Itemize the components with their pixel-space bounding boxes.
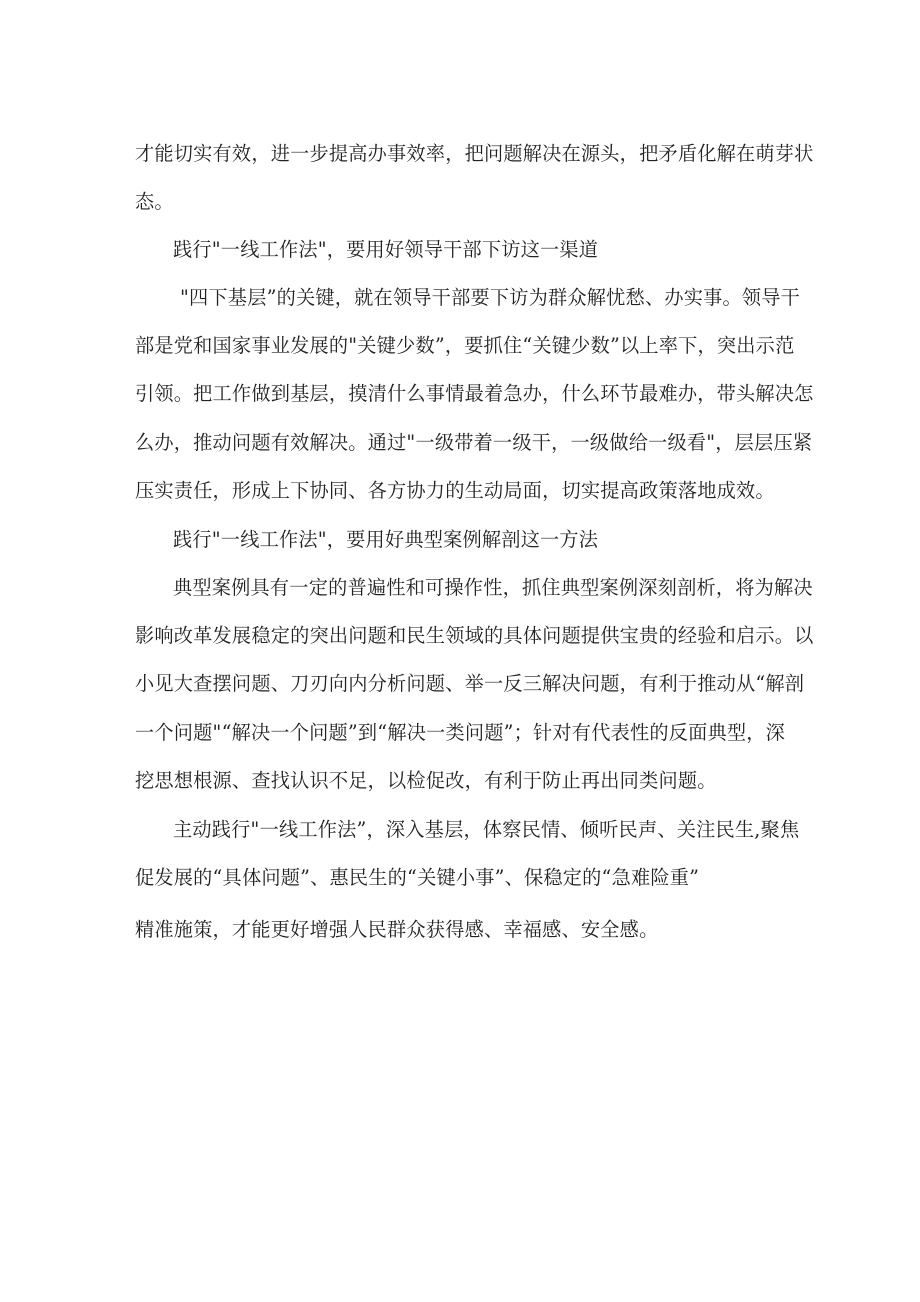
paragraph-line: 精准施策，才能更好增强人民群众获得感、幸福感、安全感。 [135,918,659,941]
paragraph-line: 部是党和国家事业发展的"关键少数”，要抓住“关键少数”以上率下，突出示范 [135,334,795,357]
paragraph-line: 才能切实有效，进一步提高办事效率，把问题解决在源头，把矛盾化解在萌芽状 [135,142,814,165]
paragraph-line: 主动践行"一线工作法”，深入基层，体察民情、倾听民声、关注民生,聚焦 [173,818,800,841]
paragraph-line: 态。 [135,190,174,213]
paragraph-line: 影响改革发展稳定的突出问题和民生领域的具体问题提供宝贵的经验和启示。以 [135,624,814,647]
paragraph-line: 挖思想根源、查找认识不足，以检促改，有利于防止再出同类问题。 [135,769,717,792]
paragraph-line: "四下基层”的关键，就在领导干部要下访为群众解忧愁、办实事。领导干 [180,286,801,309]
paragraph-line: 么办，推动问题有效解决。通过"一级带着一级干，一级做给一级看"，层层压紧 [135,431,813,454]
section-heading: 践行"一线工作法"，要用好领导干部下访这一渠道 [173,238,599,261]
paragraph-line: 引领。把工作做到基层，摸清什么事情最着急办，什么环节最难办，带头解决怎 [135,382,814,405]
paragraph-line: 压实责任，形成上下协同、各方协力的生动局面，切实提高政策落地成效。 [135,479,775,502]
section-heading: 践行"一线工作法"，要用好典型案例解剖这一方法 [173,528,599,551]
paragraph-line: 一个问题"“解决一个问题”到“解决一类问题”；针对有代表性的反面典型，深 [135,721,786,744]
paragraph-line: 促发展的“具体问题”、惠民生的“关键小事”、保稳定的“急难险重” [135,866,700,889]
paragraph-line: 典型案例具有一定的普遍性和可操作性，抓住典型案例深刻剖析，将为解决 [173,576,813,599]
paragraph-line: 小见大查摆问题、刀刃向内分析问题、举一反三解决问题，有利于推动从“解剖 [135,672,805,695]
